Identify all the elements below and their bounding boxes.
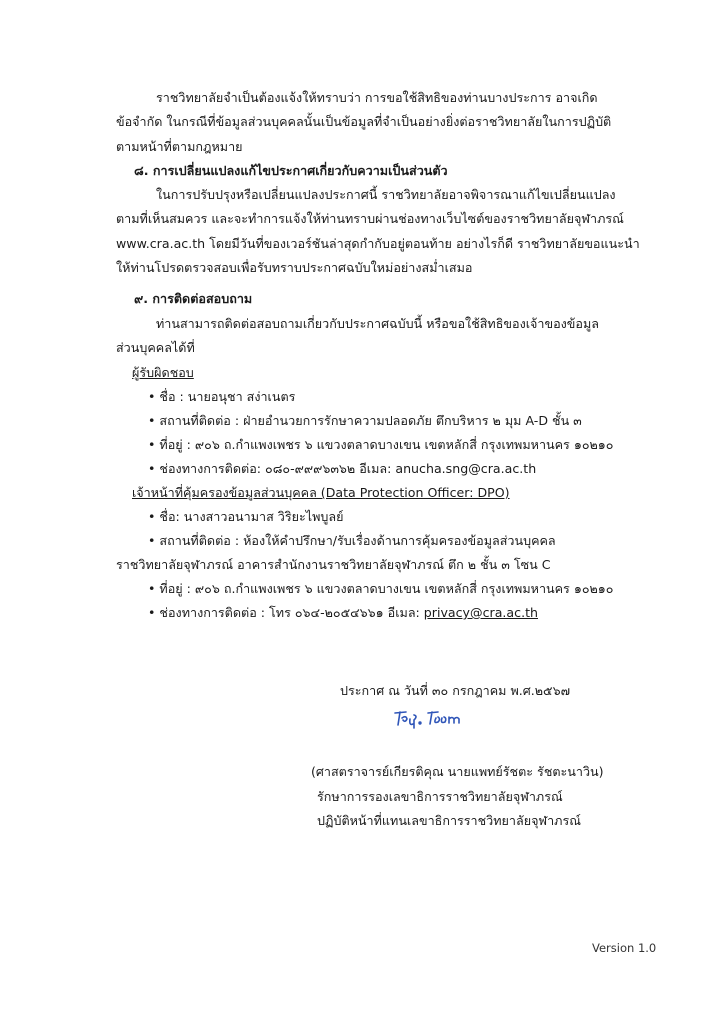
dpo-contact [148, 605, 538, 621]
section-9-line-1: ท่านสามารถติดต่อสอบถามเกี่ยวกับประกาศฉบับนี้ หรือขอใช้สิทธิของเจ้าของข้อมูล [156, 316, 600, 331]
section-8-heading: ๘. การเปลี่ยนแปลงแก้ไขประกาศเกี่ยวกับความเป็นส่วนตัว [134, 163, 448, 178]
responsible-name: • ชื่อ : นายอนุชา สง่าเนตร [148, 389, 296, 404]
responsible-contact: • ช่องทางการติดต่อ: ๐๘๐-๙๙๙๖๓๖๒ อีเมล: anucha.sng@cra.ac.th [148, 461, 537, 476]
section-8-line-1: ในการปรับปรุงหรือเปลี่ยนแปลงประกาศนี้ ราชวิทยาลัยอาจพิจารณาแก้ไขเปลี่ยนแปลง [156, 187, 616, 202]
section-8-line-2: ตามที่เห็นสมควร และจะทำการแจ้งให้ท่านทราบผ่านช่องทางเว็บไซต์ของราชวิทยาลัยจุฬาภรณ์ [116, 211, 624, 226]
signer-name: (ศาสตราจารย์เกียรติคุณ นายแพทย์รัชตะ รัชตะนาวิน) [311, 764, 604, 779]
signature-icon [392, 706, 462, 730]
responsible-address: • ที่อยู่ : ๙๐๖ ถ.กำแพงเพชร ๖ แขวงตลาดบางเขน เขตหลักสี่ กรุงเทพมหานคร ๑๐๒๑๐ [148, 437, 614, 452]
section-9-line-2: ส่วนบุคคลได้ที่ [116, 340, 195, 355]
intro-line-3: ตามหน้าที่ตามกฎหมาย [116, 139, 243, 154]
dpo-name: • ชื่อ: นางสาวอนามาส วิริยะไพบูลย์ [148, 509, 344, 524]
section-9-heading: ๙. การติดต่อสอบถาม [134, 291, 253, 306]
section-8-line-3: www.cra.ac.th โดยมีวันที่ของเวอร์ชันล่าสุดกำกับอยู่ตอนท้าย อย่างไรก็ดี ราชวิทยาลัยขอแนะนำ [116, 236, 640, 251]
announcement-date: ประกาศ ณ วันที่ ๓๐ กรกฎาคม พ.ศ.๒๕๖๗ [340, 683, 571, 698]
intro-line-1: ราชวิทยาลัยจำเป็นต้องแจ้งให้ทราบว่า การขอใช้สิทธิของท่านบางประการ อาจเกิด [156, 90, 598, 105]
signature-image [392, 706, 462, 730]
intro-line-2: ข้อจำกัด ในกรณีที่ข้อมูลส่วนบุคคลนั้นเป็นข้อมูลที่จำเป็นอย่างยิ่งต่อราชวิทยาลัยในการปฏิบัติ [116, 114, 612, 129]
dpo-title: เจ้าหน้าที่คุ้มครองข้อมูลส่วนบุคคล (Data Protection Officer: DPO) [132, 485, 510, 500]
version-label: Version 1.0 [592, 941, 657, 955]
dpo-location-line-2: ราชวิทยาลัยจุฬาภรณ์ อาคารสำนักงานราชวิทยาลัยจุฬาภรณ์ ตึก ๒ ชั้น ๓ โซน C [116, 557, 551, 572]
signer-position-2: ปฏิบัติหน้าที่แทนเลขาธิการราชวิทยาลัยจุฬาภรณ์ [317, 813, 581, 828]
responsible-location: • สถานที่ติดต่อ : ฝ่ายอำนวยการรักษาความปลอดภัย ตึกบริหาร ๒ มุม A-D ชั้น ๓ [148, 413, 582, 428]
responsible-title: ผู้รับผิดชอบ [132, 365, 194, 380]
dpo-email-link[interactable]: privacy@cra.ac.th [423, 605, 538, 620]
dpo-contact-text: • ช่องทางการติดต่อ : โทร ๐๖๔-๒๐๕๔๖๖๑ อีเมล: [148, 605, 424, 620]
dpo-address: • ที่อยู่ : ๙๐๖ ถ.กำแพงเพชร ๖ แขวงตลาดบางเขน เขตหลักสี่ กรุงเทพมหานคร ๑๐๒๑๐ [148, 581, 614, 596]
dpo-location-line-1: • สถานที่ติดต่อ : ห้องให้คำปรึกษา/รับเรื่องด้านการคุ้มครองข้อมูลส่วนบุคคล [148, 533, 556, 548]
signer-position-1: รักษาการรองเลขาธิการราชวิทยาลัยจุฬาภรณ์ [317, 789, 563, 804]
section-8-line-4: ให้ท่านโปรดตรวจสอบเพื่อรับทราบประกาศฉบับใหม่อย่างสม่ำเสมอ [116, 260, 473, 275]
